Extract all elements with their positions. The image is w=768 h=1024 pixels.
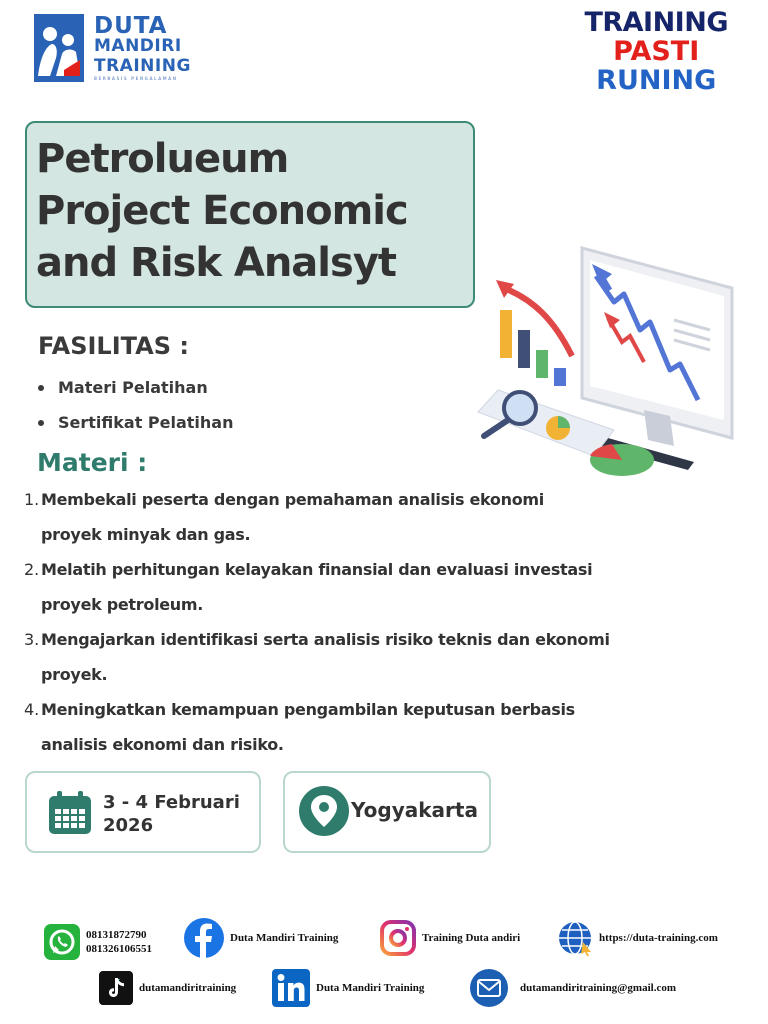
- fasilitas-item-label: Sertifikat Pelatihan: [58, 413, 234, 432]
- map-pin-icon: [298, 785, 350, 837]
- slogan-line-1: TRAINING: [584, 7, 728, 38]
- materi-list: [24, 482, 664, 762]
- linkedin-icon: [272, 969, 310, 1007]
- contact-website[interactable]: [557, 920, 718, 956]
- title-card: [25, 121, 475, 308]
- logo-line-3: TRAINING: [94, 56, 191, 76]
- fasilitas-item-label: Materi Pelatihan: [58, 378, 208, 397]
- list-item: [24, 622, 664, 692]
- tiktok-icon: [99, 971, 133, 1005]
- item-line: Mengajarkan identifikasi serta analisis risiko teknis dan ekonomi: [41, 630, 610, 649]
- contact-email[interactable]: [470, 969, 676, 1007]
- item-number: 3.: [24, 630, 40, 649]
- phone-number: 081326106551: [86, 943, 152, 955]
- website-label: https://duta-training.com: [599, 932, 718, 944]
- list-item: [38, 370, 233, 405]
- company-logo: [34, 14, 204, 86]
- item-line: proyek minyak dan gas.: [41, 525, 251, 544]
- list-item: [24, 552, 664, 622]
- bullet-icon: [38, 385, 44, 391]
- linkedin-label: Duta Mandiri Training: [316, 982, 425, 994]
- course-title: [36, 133, 408, 289]
- item-line: Membekali peserta dengan pemahaman analisis ekonomi: [41, 490, 544, 509]
- logo-wordmark: [94, 13, 191, 82]
- phone-number: 08131872790: [86, 929, 147, 941]
- title-line-3: and Risk Analsyt: [36, 240, 397, 286]
- item-text: [41, 552, 592, 622]
- date-line-1: 3 - 4 Februari: [103, 792, 240, 813]
- people-logo-icon: [34, 14, 84, 82]
- logo-line-1: DUTA: [94, 13, 168, 39]
- date-line-2: 2026: [103, 815, 154, 836]
- finance-analytics-illustration: [474, 240, 744, 480]
- globe-icon: [557, 920, 593, 956]
- slogan-line-2: PASTI: [613, 36, 700, 67]
- item-number: 4.: [24, 700, 40, 719]
- tiktok-label: dutamandiritraining: [139, 982, 237, 994]
- item-line: proyek petroleum.: [41, 595, 204, 614]
- email-icon: [470, 969, 508, 1007]
- contact-instagram[interactable]: [380, 920, 520, 956]
- item-number: 1.: [24, 490, 40, 509]
- item-number: 2.: [24, 560, 40, 579]
- email-label: dutamandiritraining@gmail.com: [520, 982, 676, 994]
- whatsapp-icon: [44, 924, 80, 960]
- facebook-icon: [184, 918, 224, 958]
- whatsapp-numbers: [86, 928, 152, 956]
- list-item: [38, 405, 233, 440]
- instagram-icon: [380, 920, 416, 956]
- item-line: analisis ekonomi dan risiko.: [41, 735, 284, 754]
- title-line-1: Petrolueum: [36, 136, 289, 182]
- contact-facebook[interactable]: [184, 918, 338, 958]
- calendar-icon: [47, 790, 93, 836]
- logo-line-2: MANDIRI: [94, 36, 182, 56]
- contact-tiktok[interactable]: [99, 971, 236, 1005]
- slogan: [584, 8, 728, 95]
- item-text: [41, 622, 610, 692]
- title-line-2: Project Economic: [36, 188, 408, 234]
- location-box: [283, 771, 491, 853]
- contact-whatsapp[interactable]: [44, 924, 152, 960]
- list-item: [24, 482, 664, 552]
- slogan-line-3: RUNING: [596, 65, 717, 96]
- item-text: [41, 692, 575, 762]
- bullet-icon: [38, 420, 44, 426]
- fasilitas-list: [38, 370, 233, 440]
- item-text: [41, 482, 544, 552]
- event-date: [103, 791, 240, 837]
- facebook-label: Duta Mandiri Training: [230, 932, 339, 944]
- fasilitas-heading: FASILITAS :: [38, 332, 189, 360]
- item-line: Melatih perhitungan kelayakan finansial dan evaluasi investasi: [41, 560, 593, 579]
- item-line: proyek.: [41, 665, 108, 684]
- event-location: Yogyakarta: [351, 798, 478, 822]
- contact-linkedin[interactable]: [272, 969, 424, 1007]
- instagram-label: Training Duta andiri: [422, 932, 521, 944]
- logo-tagline: BERBASIS PENGALAMAN: [94, 76, 178, 81]
- item-line: Meningkatkan kemampuan pengambilan keputusan berbasis: [41, 700, 575, 719]
- materi-heading: Materi :: [37, 448, 148, 477]
- date-box: [25, 771, 261, 853]
- list-item: [24, 692, 664, 762]
